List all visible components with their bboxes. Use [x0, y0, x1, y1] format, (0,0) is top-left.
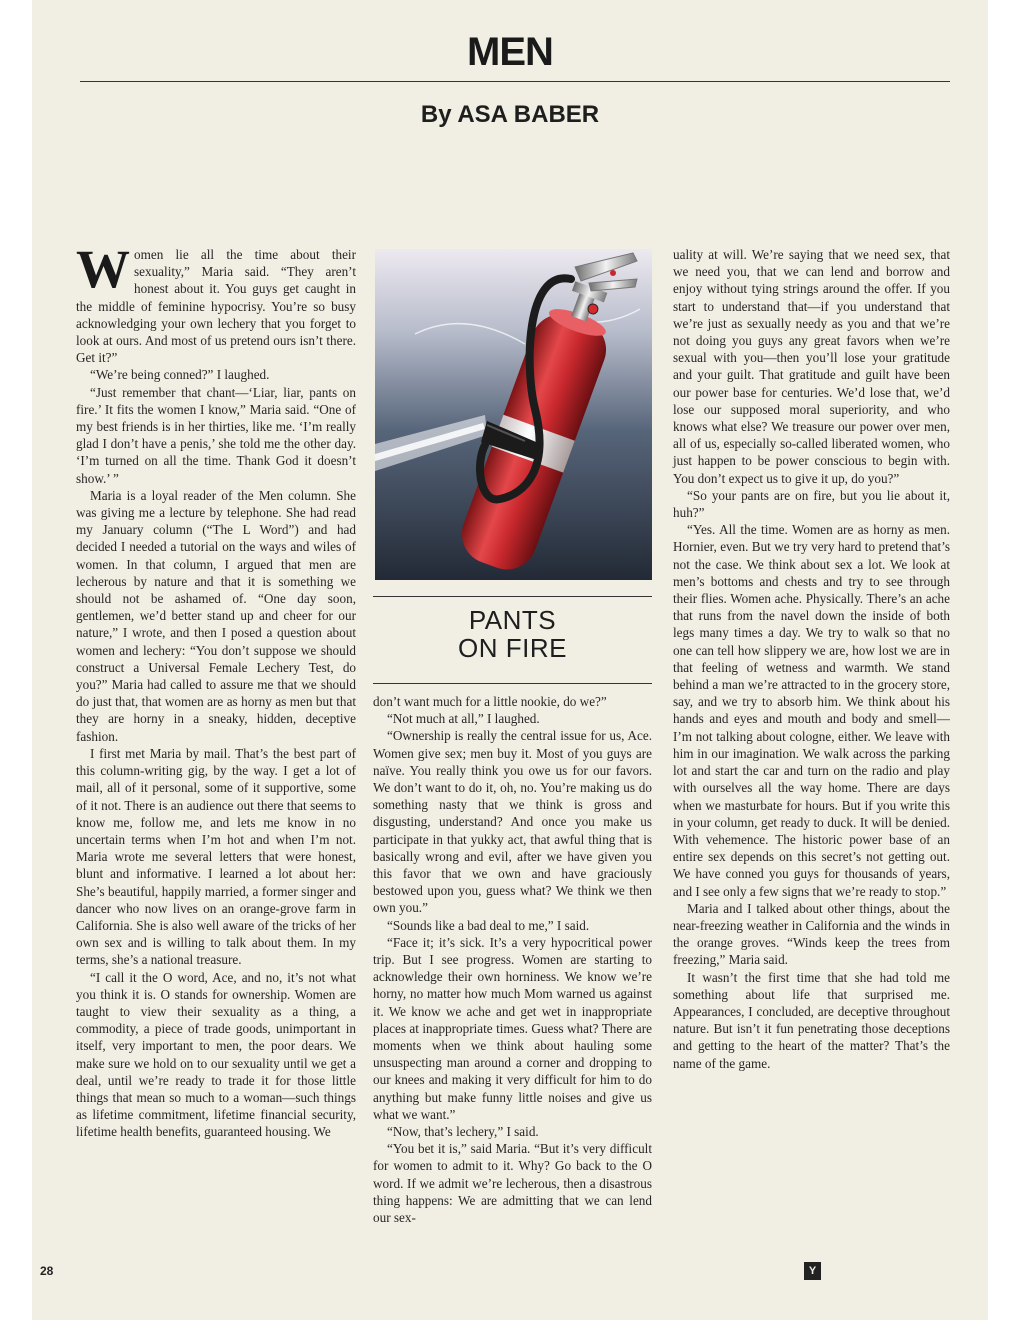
paragraph: don’t want much for a little nookie, do we?”	[373, 694, 607, 709]
paragraph: uality at will. We’re saying that we need sex, that we need you, that we can lend and borrow and enjoy without tying strings around the offer. If you start to understand that—if you understand that we’re just as sexually needy as you and that we’re not doing you guys any great favors when we’re sexual with you—then you’ll lose your gratitude and your guilt. That gratitude and guilt have been our power base for centuries. We’d lose that, we’d lose our supposed moral superiority, and who knows what else? We treasure our power over men, all of us, especially so-called liberated women, who just happen to be power conscious to begin with. You don’t expect us to give it up, do you?”	[673, 247, 950, 486]
subhead-line: PANTS	[468, 605, 557, 635]
paragraph: “Not much at all,” I laughed.	[387, 711, 540, 727]
paragraph: It wasn’t the first time that she had told me something about life that surprised me. Appearances, I concluded, are deceptive throughout nature. But isn’t it fun penetrating those deceptions and getting to the heart of the matter? That’s the name of the game.	[673, 969, 950, 1071]
byline: By ASA BABER	[420, 101, 600, 128]
paragraph: “So your pants are on fire, but you lie about it, huh?”	[673, 487, 950, 521]
article-column-3	[673, 246, 950, 1072]
subhead	[373, 606, 652, 662]
paragraph: Maria and I talked about other things, about the near-freezing weather in California and the winds in the orange groves. “Winds keep the trees from freezing,” Maria said.	[673, 900, 950, 968]
paragraph: “We’re being conned?” I laughed.	[90, 367, 270, 383]
paragraph	[76, 239, 356, 366]
fire-extinguisher-icon	[375, 249, 652, 580]
paragraph: “Sounds like a bad deal to me,” I said.	[387, 917, 590, 933]
paragraph-text: omen lie all the time about their sexuality,” Maria said. “They aren’t honest about it. You guys get caught in the middle of feminine hypocrisy. You’re so busy acknowledging your own lechery that you forget to look at ours. And most of us pretend ours isn’t there. Get it?”	[76, 247, 356, 366]
paragraph: “You bet it is,” said Maria. “But it’s very difficult for women to admit to it. Why? Go back to the O word. If we admit we’re lecherous, then a disastrous thing happens: We are admitting that we can lend our sex-	[373, 1141, 652, 1226]
header-rule	[80, 81, 950, 82]
paragraph: “I call it the O word, Ace, and no, it’s not what you think it is. O stands for ownership. Women are taught to view their sexuality as a thing, a commodity, a piece of trade goods, unimportant in itself, very important to men, the poor dears. We make sure we hold on to our sexuality until we get a deal, until we’re ready to trade it for those little things that mean so much to a woman—such things as lifetime commitment, lifetime financial security, lifetime health benefits, guaranteed housing. We	[76, 969, 356, 1140]
paragraph: “Yes. All the time. Women are as horny as men. Hornier, even. But we try very hard to pretend that’s not the case. We think about sex a lot. We look at men’s bottoms and chests and try to see through their flies. Women ache. Physically. There’s an ache that runs from the navel down the inside of both legs many times a day. We try to walk so that no one can tell how slippery we are, how lost we are in that feeling of wetness and warmth. We stand behind a man we’re attracted to in the grocery store, say, and we try to absorb him. We think about his hands and eyes and mouth and body and smell—I’m not talking about cologne, either. We leave with him in our imagination. We walk across the parking lot and start the car and turn on the radio and play with ourselves all the way home. There are days when we masturbate for hours. But if you write this in your column, get ready to duck. It will be denied. With vehemence. The historic power base of an entire sex depends on this secret’s not getting out. We have conned you guys for thousands of years, and I see only a few signs that we’re ready to stop.”	[673, 522, 950, 899]
paragraph: “Now, that’s lechery,” I said.	[387, 1124, 539, 1140]
paragraph: “Face it; it’s sick. It’s a very hypocritical power trip. But I see progress. Women are starting to acknowledge their own horniness. We know we’re horny, no matter how much Mom warned us against it. We know we ache and get wet in inappropriate places at inappropriate times. Guess what? There are moments when we think about hauling some unsuspecting man around a corner and dropping to our knees and making it very difficult for him to do anything but make funny little noises and give us what we want.”	[373, 934, 652, 1122]
magazine-page	[32, 0, 988, 1320]
section-title: MEN	[467, 30, 553, 74]
drop-cap: W	[76, 239, 130, 299]
subhead-line: ON FIRE	[458, 633, 567, 663]
subhead-rule-bottom	[373, 683, 652, 684]
paragraph: “Ownership is really the central issue for us, Ace. Women give sex; men buy it. Most of you guys are naïve. You really think you owe us for our favors. We don’t want to do it, oh, no. You’re making us do something nasty that we think is gross and disgusting, understand? And once you make us participate in that yukky act, that awful thing that is basically wrong and evil, after we have given you this favor that we own and have graciously bestowed upon you, guess what? We think we then own you.”	[373, 728, 652, 916]
paragraph: “Just remember that chant—‘Liar, liar, pants on fire.’ It fits the women I know,” Maria said. “One of my best friends is in her thirties, like me. ‘I’m really glad I don’t have a penis,’ she told me the other day. ‘I’m turned on all the time. Thank God it doesn’t show.’ ”	[76, 384, 356, 486]
end-mark-icon: Y	[804, 1262, 821, 1280]
paragraph: I first met Maria by mail. That’s the best part of this column-writing gig, by the way. I get a lot of mail, all of it personal, some of it supportive, some of it not. There is an audience out there that seems to know me, follow me, and lets me know in no uncertain terms when I’m hot and when I’m not. Maria wrote me several letters that were honest, blunt and informative. I learned a lot about her: She’s beautiful, happily married, a former singer and dancer who now lives on an orange-grove farm in California. She is also well aware of the tricks of her own sex and is willing to talk about them. In my terms, she’s a national treasure.	[76, 745, 356, 968]
subhead-rule-top	[373, 596, 652, 597]
page-number: 28	[40, 1264, 54, 1278]
article-column-2	[373, 693, 652, 1226]
fire-extinguisher-illustration	[375, 249, 652, 580]
article-column-1	[76, 239, 356, 1141]
paragraph: Maria is a loyal reader of the Men column. She was giving me a lecture by telephone. She had read my January column (“The L Word”) and had decided I needed a tutorial on the ways and wiles of women. In that column, I argued that men are lecherous by nature and that it is something we should not be ashamed of. “One day soon, gentlemen, we’d better stand up and cheer for our nature,” I wrote, and then I posed a question about women and lechery: “You don’t suppose we should construct a Universal Female Lechery Test, do you?” Maria had called to assure me that we should do just that, that women are as horny as men but that they are horny in a sneaky, hidden, deceptive fashion.	[76, 487, 356, 744]
